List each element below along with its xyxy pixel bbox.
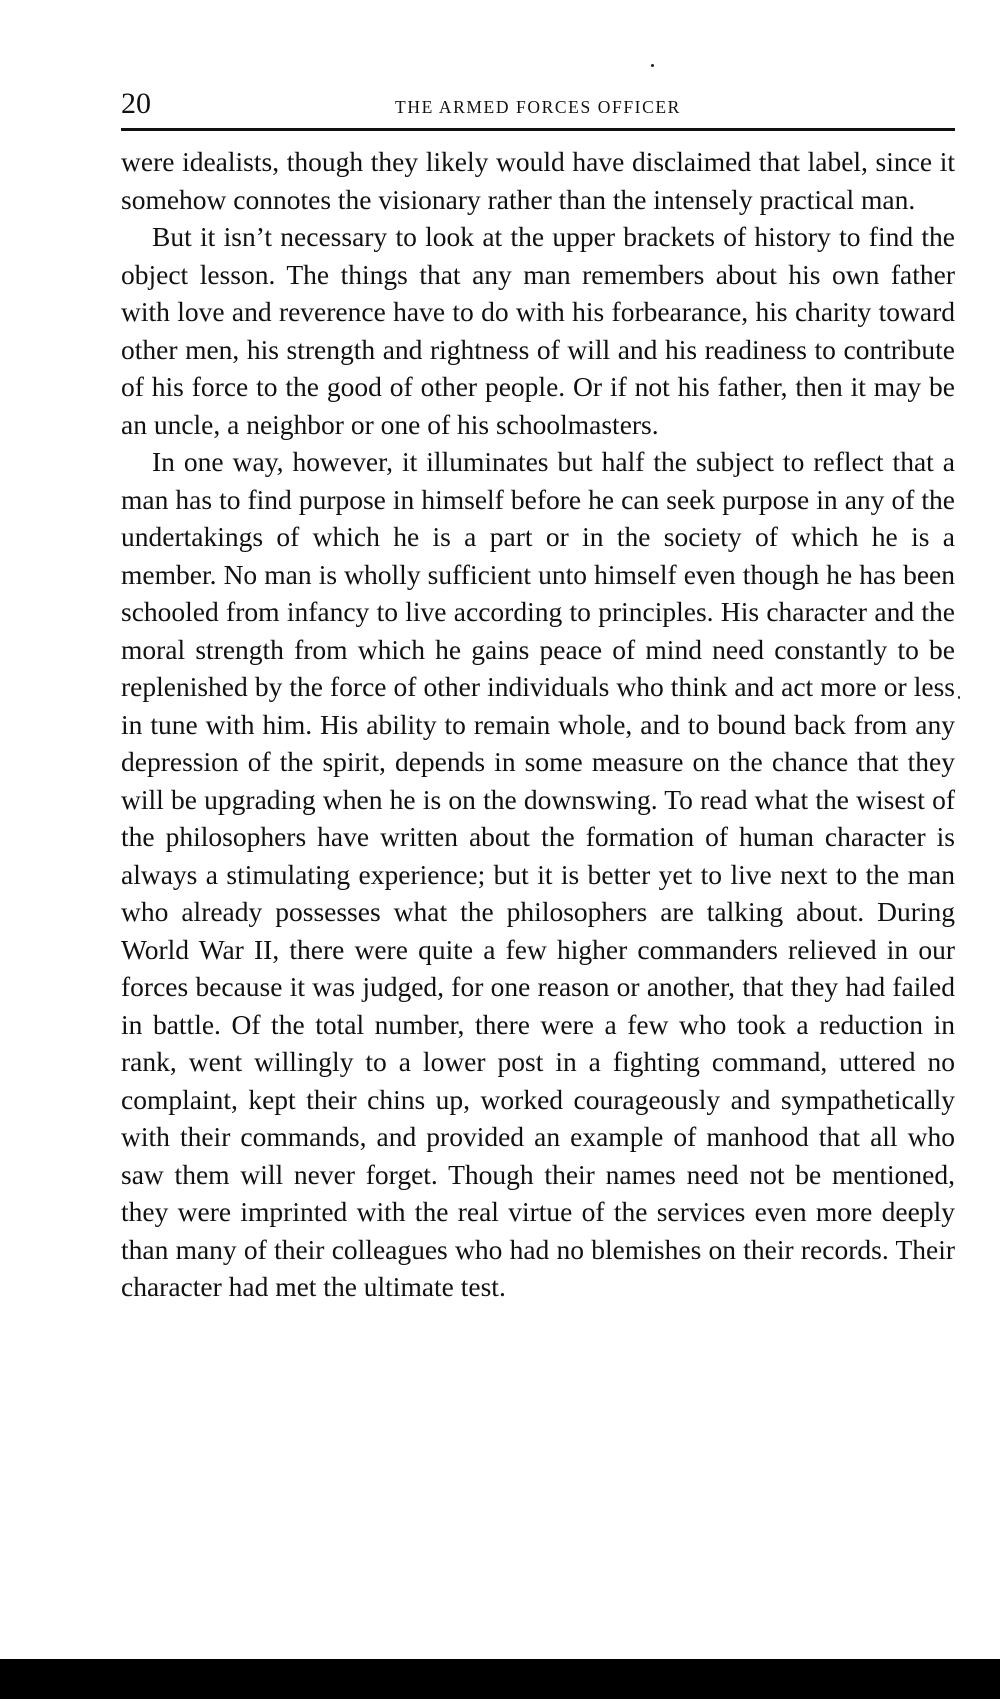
body-text	[121, 143, 955, 1306]
paragraph-continued: were idealists, though they likely would have disclaimed that label, since it somehow connotes the visionary rather than the intensely practical man.	[121, 146, 955, 215]
scan-speck	[958, 696, 960, 699]
header-rule	[121, 128, 955, 131]
paragraph: In one way, however, it illuminates but half the subject to reflect that a man has to find purpose in himself before he can seek purpose in any of the undertakings of which he is a part or in the society of which he is a member. No man is wholly sufficient unto himself even though he has been schooled from infancy to live according to principles. His character and the moral strength from which he gains peace of mind need constantly to be replenished by the force of other individuals who think and act more or less in tune with him. His ability to remain whole, and to bound back from any depression of the spirit, depends in some measure on the chance that they will be upgrading when he is on the downswing. To read what the wisest of the philosophers have written about the formation of human character is always a stimulating experience; but it is better yet to live next to the man who already possesses what the philosophers are talking about. During World War II, there were quite a few higher commanders relieved in our forces because it was judged, for one reason or another, that they had failed in battle. Of the total number, there were a few who took a reduction in rank, went willingly to a lower post in a fighting command, uttered no complaint, kept their chins up, worked courageously and sympathetically with their commands, and provided an example of manhood that all who saw them will never forget. Though their names need not be mentioned, they were imprinted with the real virtue of the services even more deeply than many of their colleagues who had no blemishes on their records. Their character had met the ultimate test.	[121, 446, 955, 1302]
page-number: 20	[121, 87, 151, 120]
running-head	[121, 86, 955, 126]
scan-speck	[651, 64, 654, 67]
scan-bottom-border	[0, 1659, 1000, 1699]
running-title: THE ARMED FORCES OFFICER	[395, 97, 681, 117]
paragraph: But it isn’t necessary to look at the upper brackets of history to find the object lesson. The things that any man remembers about his own father with love and reverence have to do with his forbearance, his charity toward other men, his strength and rightness of will and his readiness to contribute of his force to the good of other people. Or if not his father, then it may be an uncle, a neighbor or one of his schoolmasters.	[121, 221, 955, 440]
